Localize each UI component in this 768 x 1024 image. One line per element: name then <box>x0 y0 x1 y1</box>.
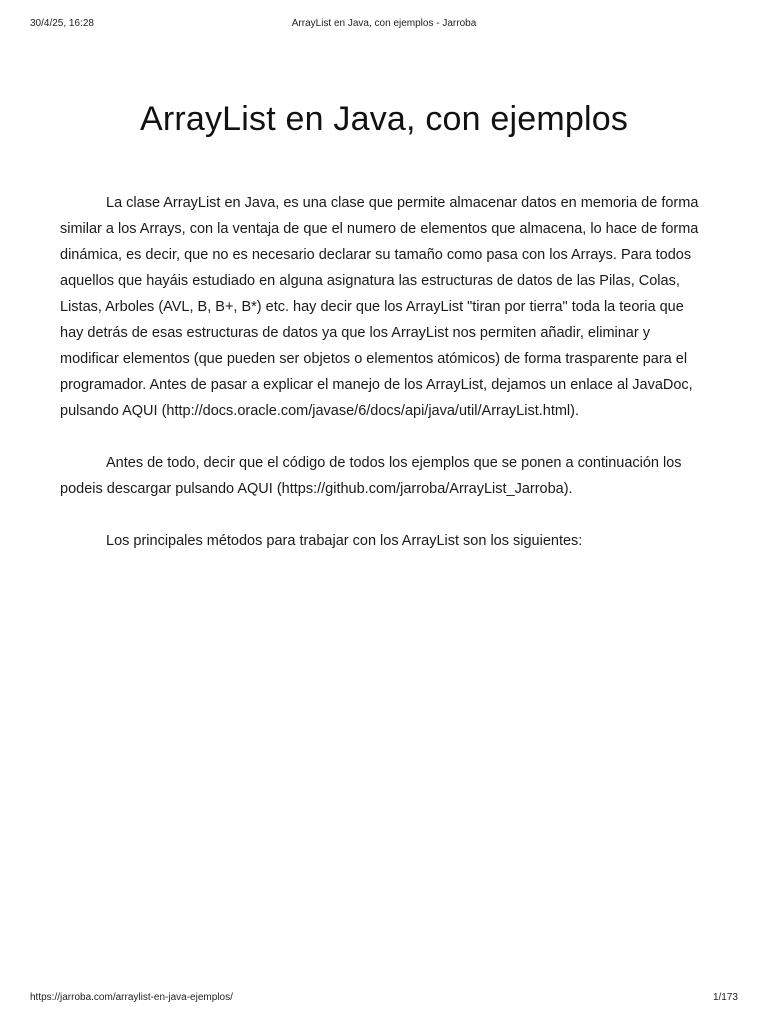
article-body <box>60 190 710 580</box>
page-indicator: 1/173 <box>712 992 738 1003</box>
paragraph-intro: La clase ArrayList en Java, es una clase que permite almacenar datos en memoria de forma similar a los Arrays, con la ventaja de que el numero de elementos que almacena, lo hace de forma dinámica, es decir, que no es necesario declarar su tamaño como pasa con los Arrays. Para todos aquellos que hayáis estudiado en alguna asignatura las estructuras de datos de las Pilas, Colas, Listas, Arboles (AVL, B, B+, B*) etc. hay decir que los ArrayList "tiran por tierra" toda la teoria que hay detrás de esas estructuras de datos ya que los ArrayList nos permiten añadir, eliminar y modificar elementos (que pueden ser objetos o elementos atómicos) de forma trasparente para el programador. Antes de pasar a explicar el manejo de los ArrayList, dejamos un enlace al JavaDoc, pulsando AQUI (http://docs.oracle.com/javase/6/docs/api/java/util/ArrayList.html). <box>60 195 699 419</box>
print-page-title: ArrayList en Java, con ejemplos - Jarroba <box>291 18 477 29</box>
article-title: ArrayList en Java, con ejemplos <box>139 100 629 138</box>
print-footer <box>30 992 738 1008</box>
paragraph-methods: Los principales métodos para trabajar con los ArrayList son los siguientes: <box>106 533 583 549</box>
print-datetime: 30/4/25, 16:28 <box>30 18 94 29</box>
paragraph-download: Antes de todo, decir que el código de todos los ejemplos que se ponen a continuación los podeis descargar pulsando AQUI (https://github.com/jarroba/ArrayList_Jarroba). <box>60 455 682 497</box>
print-url[interactable]: https://jarroba.com/arraylist-en-java-ejemplos/ <box>30 992 233 1003</box>
print-header <box>30 18 738 34</box>
